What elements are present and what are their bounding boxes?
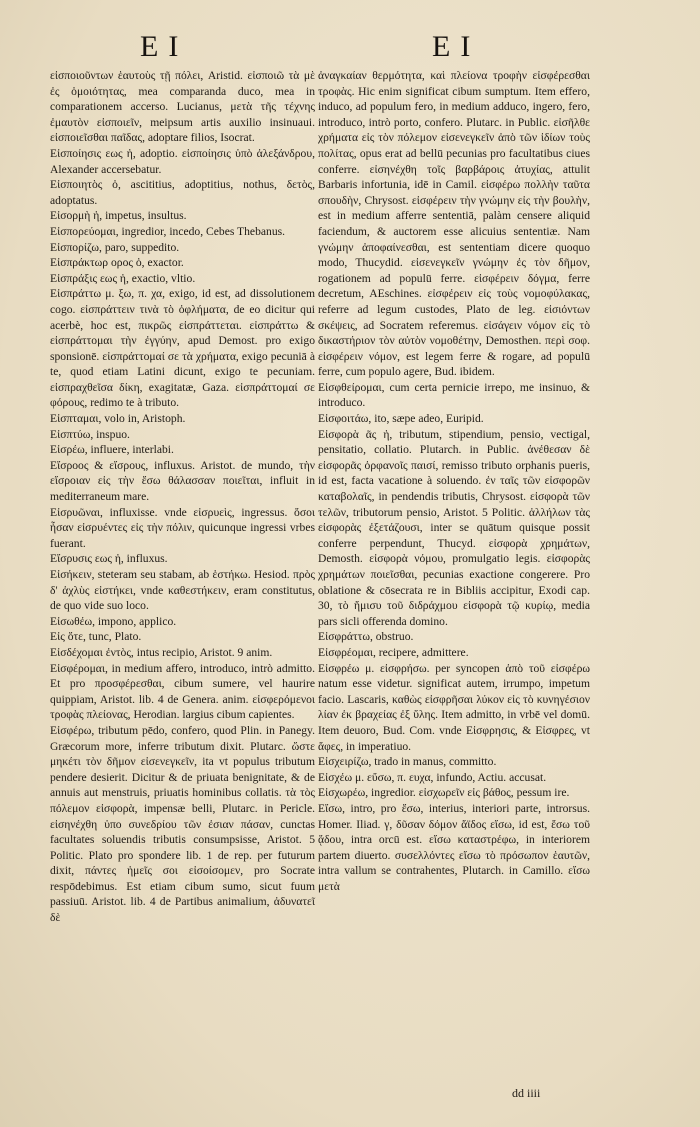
entry: Εἰσφρέω μ. εἰσφρήσω. per syncopen ἀπὸ τοῦ εἰσφέρω natum esse videtur. significat autem, irrumpo, impetum facio. Lascaris, καθὼς εἰσφρῆσαι λύκον εἰς τὸ κυνηγέσιον λίαν ἐκ βραχείας ἐξ ὕλης. Item admitto, in vrbē vel domū. Item deuoro, Bud. Com. vnde Εἰσφρησις, & Εἰσφρες, vt ἄφες, in imperatiuo.	[318, 661, 590, 753]
entry: Εἰσποίησις εως ἡ, adoptio. εἰσποίησις ὑπὸ ἀλεξάνδρου, Alexander accersebatur.	[50, 146, 315, 176]
entry: Εἰσφράττω, obstruo.	[318, 630, 414, 644]
right-column	[318, 68, 590, 894]
entry: Εἰσχέω μ. εὔσω, π. ευχα, infundo, Actiu. accusat.	[318, 770, 547, 784]
entry: Εἰσωθέω, impono, applico.	[50, 614, 177, 628]
entry: Εἰσρυῶναι, influxisse. vnde εἰσρυεὶς, ingressus. ὅσοι ἦσαν εἰσρυέντες εἰς τὴν πόλιν, quicunque ingressi vrbes fuerant.	[50, 505, 315, 550]
signature-mark: dd iiii	[512, 1086, 541, 1100]
entry: Εἰς ὅτε, tunc, Plato.	[50, 630, 142, 644]
entry: Εἰσήκειν, steteram seu stabam, ab ἑστήκω. Hesiod. πρὸς δ' ἀχλὺς εἱστήκει, vnde καθεστήκειν, eram constitutus, de quo vide suo loco.	[50, 568, 315, 613]
entry: Εἴσω, intro, pro ἔσω, interius, interiori parte, introrsus. Homer. Iliad. γ, δῦσαν δόμον ἄϊδος εἴσω, id est, ἔσω τοῦ ᾅδου, intra orcū est. εἴσω καταστρέφω, in interiorem partem diuerto. συσελλόντες εἴσω τὸ πρόσωπον ἑαυτῶν, intra vallum se contrahentes, Plutarch. in Camillo. εἴσω μετὰ	[318, 801, 590, 893]
running-head-right: EI	[432, 30, 481, 63]
entry: Εἰσφοιτάω, ito, sæpe adeo, Euripid.	[318, 412, 484, 426]
entry: Εἰσρέω, influere, interlabi.	[50, 443, 174, 457]
entry: Εἰσδέχομαι ἐντὸς, intus recipio, Aristot. 9 anim.	[50, 645, 273, 659]
entry: Εἰσφρέομαι, recipere, admittere.	[318, 645, 469, 659]
entry: Εἰσπράξις εως ἡ, exactio, vltio.	[50, 271, 196, 285]
running-head-left: EI	[140, 30, 189, 63]
entry: Εἰσφέρω, tributum pēdo, confero, quod Plin. in Panegy. Græcorum more, inferre tributum dixit. Plutarc. ὥστε μηκέτι τὸν δῆμον εἰσενεγκεῖν, ita vt populus tributum pendere desierit. Dicitur & de priuata benignitate, & de annuis aut menstruis, priuatis hominibus collatis. τὰ τὸς πόλεμον εἰσφορὰ, impensæ belli, Plutarc. in Pericle. εἰσηνέχθη ὑπο συνεδρίου τῶν ἐσιαν πάσαν, cunctas facultates soluendis tributis consumpsisse, Aristot. 5 Politic. Plato pro spondere lib. 1 de rep. per futurum dixit, πάντες ἡμεῖς σοι εἰσοίσομεν, pro Socrate respōdebimus. Est etiam cibum sumo, sicut fuum passiuū. Aristot. lib. 4 de Partibus animalium, ἀδυνατεῖ δὲ	[50, 723, 315, 925]
entry: Εἰσπταμαι, volo in, Aristoph.	[50, 412, 186, 426]
entry: Εἰσπορίζω, paro, suppedito.	[50, 240, 180, 254]
entry: Εἰσπορεύομαι, ingredior, incedo, Cebes Thebanus.	[50, 224, 286, 238]
entry: Εἰσφθείρομαι, cum certa pernicie irrepo, me insinuo, & introduco.	[318, 380, 590, 410]
left-column	[50, 68, 315, 926]
entry: Εἴσρυσις εως ἡ, influxus.	[50, 552, 168, 566]
entry: Εἰσφέρομαι, in medium affero, introduco, intrò admitto. Et pro προσφέρεσθαι, cibum sumere, vel haurire quippiam, Aristot. lib. 4 de Genera. anim. εἰσφερόμενοι τροφὰς πλείονας, Herodian. largius cibum capientes.	[50, 661, 315, 722]
entry: εἰσποιοῦντων ἑαυτοὺς τῇ πόλει, Aristid. εἰσποιῶ τὰ μὲ ἐς ὁμοιότητας, mea comparanda duco, mea in comparationem accerso. Lucianus, μετὰ τῆς τέχνης ἐμαυτὸν εἰσποιεῖν, meipsum artis auxilio insinuaui. εἰσποιεῖσθαι παῖδας, adoptare filios, Isocrat.	[50, 69, 315, 145]
entry: Εἰσποιητὸς ὁ, ascititius, adoptitius, nothus, δετὸς, adoptatus.	[50, 178, 315, 207]
entry: Εἰσπράκτωρ ορος ὁ, exactor.	[50, 256, 184, 270]
entry: Εἴσροος & εἴσρους, influxus. Aristot. de mundo, τὴν εἴσροιαν εἰς τὴν ἔσω θάλασσαν ποιεῖται, influit in mediterraneum mare.	[50, 458, 315, 504]
entry: Εἰσορμὴ ἡ, impetus, insultus.	[50, 209, 187, 223]
entry: Εἰσπτύω, inspuo.	[50, 427, 130, 441]
entry: Εἰσχωρέω, ingredior. εἰσχωρεῖν εἰς βάθος, pessum ire.	[318, 786, 570, 800]
entry: Εἰσπράττω μ. ξω, π. χα, exigo, id est, ad dissolutionem cogo. εἰσπράττειν τινὰ τὸ ὀφλήματα, de eo dicitur qui acerbè, hoc est, πικρῶς εἰσπράττεται. εἰσπράττω & εἰσπράττομαι τὴν ἐγγύην, apud Demost. pro exigo sponsionē. εἰσπράττομαί σε τὰ χρήματα, exigo pecuniā à te, quod etiam Latini dicunt, exigo te pecuniam. εἰσπραχθεῖσα δίκη, exagitatæ, Gaza. εἰσπράττομαί σε φόρους, redimo te à tributo.	[50, 287, 315, 410]
entry: Εἰσχειρίζω, trado in manus, committo.	[318, 755, 497, 769]
entry: Εἰσφορὰ ᾶς ἡ, tributum, stipendium, pensio, vectigal, pensitatio, collatio. Plutarch. in Public. ἀνέθεσαν δὲ εἰσφορᾶς ὀρφανοῖς παισί, remisso tributo orphanis pueris, id est, facta vacatione à soluendo. ἐν ταῖς τῶν εἰσφορῶν καταβολαῖς, in pendendis tributis, Chrysost. εἰσφορὰ τῶν τελῶν, tributorum pensio, Aristot. 5 Politic. ἀλλήλων τὰς εἰσφορὰς ἐξετάζουσι, inter se quātum quisque possit conferre perpendunt, Thucyd. εἰσφορὰ χρημάτων, Demosth. εἰσφορὰ νόμου, promulgatio legis. εἰσφορὰς χρημάτων ποιεῖσθαι, pecunias exactione congerere. Pro oblatione & cōsecrata re in Bibliis accipitur, Exodi cap. 30, τὸ ἥμισυ τοῦ διδράχμου εἰσφορὰ τῷ κυρίῳ, media pars sicli offerenda domino.	[318, 427, 590, 628]
entry: ἀναγκαίαν θερμότητα, καὶ πλείονα τροφὴν εἰσφέρεσθαι τροφὰς. Hic enim significat cibum sumptum. Item effero, induco, ad populum fero, in medium adduco, ingero, fero, introduco, intrò porto, confero. Plutarc. in Public. εἰσῆλθε χρήματα εἰς τὸν πόλεμον εἰσενεγκεῖν ἀπὸ τῶν ἰδίων τοὺς πολίτας, opus erat ad bellū pecunias pro facultatibus ciues conferre. εἰσηνέχθη τοῖς βαρβάροις ἀτυχίας, attulit Barbaris infortunia, idē in Camil. εἰσφέρω πολλὴν ταῦτα σπουδὴν, Chrysost. εἰσφέρειν τὴν γνώμην εἰς τὴν βουλὴν, est in medium afferre sententiā, palàm censere aliquid faciendum, & auctorem esse alicuius sententiæ. Nam γνώμην ἀποφαίνεσθαι, est sententiam dicere quoquo modo, Thucydid. εἰσενεγκεῖν γνώμην ἐς τὸν δῆμον, rogationem ad populū ferre. εἰσφέρειν δόγμα, ferre decretum, AEschines. εἰσφέρειν εἰς τοὺς νομοφύλακας, referre ad legum custodes, Plato de leg. εἰσιόντων σκέψεις, ad Socratem referemus. εἰσάγειν νόμον εἰς τὸ δικαστήριον τὸν αὐτὸν νομοθέτην, Demosthen. περὶ σοφ. εἰσφέρειν νόμον, est legem ferre & rogare, ad populū ferre, cum populo agere, Bud. ibidem.	[318, 69, 590, 379]
